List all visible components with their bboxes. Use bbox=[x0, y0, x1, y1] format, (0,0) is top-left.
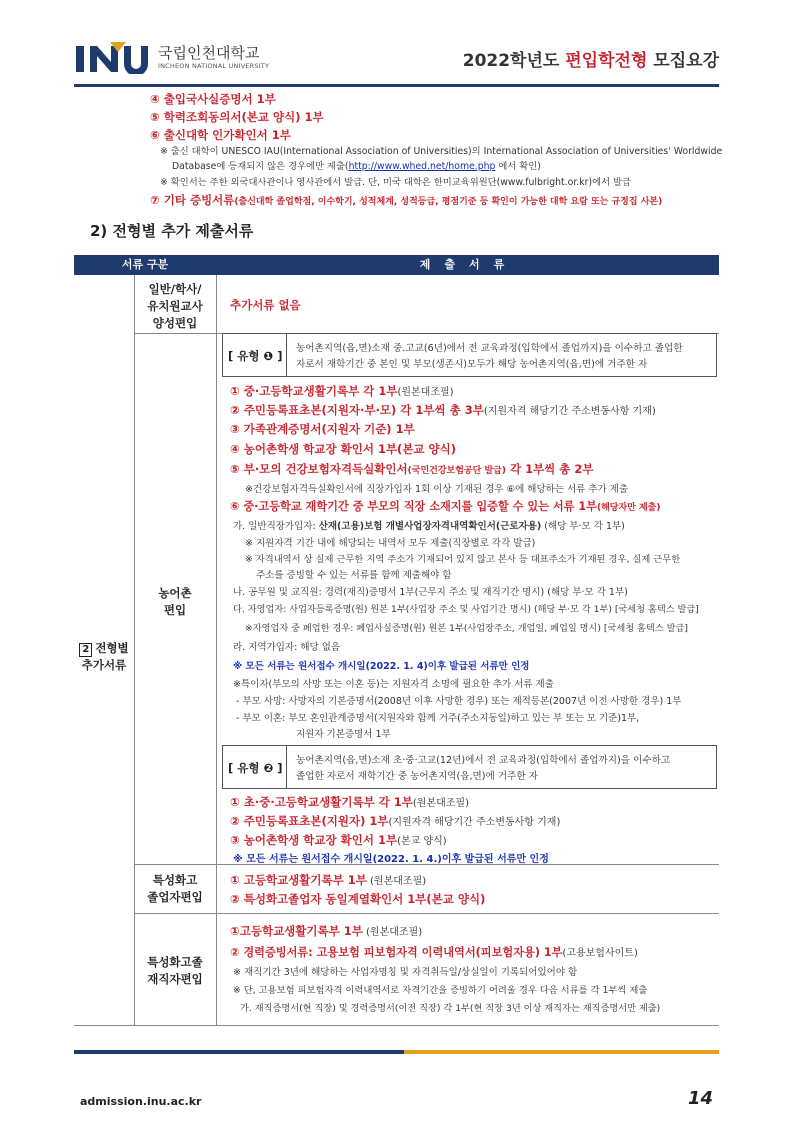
cat-general bbox=[134, 281, 216, 332]
t1-doc-2-sub: (지원자격 해당기간 주소변동사항 기재) bbox=[483, 406, 656, 417]
work-doc-2 bbox=[230, 944, 638, 960]
t1-doc-1-main: ① 중·고등학교생활기록부 각 1부 bbox=[230, 384, 398, 398]
t2-issue-date-note: ※ 모든 서류는 원서접수 개시일(2022. 1. 4.)이후 발급된 서류만 인정 bbox=[233, 854, 549, 865]
cat-rural bbox=[134, 585, 216, 619]
page-number: 14 bbox=[687, 1088, 713, 1109]
t2-doc-1-sub: (원본대조필) bbox=[412, 798, 470, 809]
t1-doc-5-main: ⑤ 부·모의 건강보험자격득실확인서 bbox=[230, 462, 408, 476]
type2-desc-2: 졸업한 자로서 재학기간 중 농어촌지역(읍,면)에 거주한 자 bbox=[296, 771, 538, 782]
row-divider-special bbox=[134, 913, 719, 914]
note-unesco-2-pre: Database에 등재되지 않은 경우에만 제출( bbox=[172, 161, 349, 172]
cat-working-line1: 특성화고졸 bbox=[147, 955, 203, 969]
t1-da: 다. 자영업자: 사업자등록증명(원) 원본 1부(사업장 주소 및 사업기간 명시) (해당 부·모 각 1부) [국세청 홈텍스 발급] bbox=[233, 604, 699, 615]
work-doc-1-main: ①고등학교생활기록부 1부 bbox=[230, 924, 363, 938]
doc-item-5: ⑤ 학력조회동의서(본교 양식) 1부 bbox=[150, 110, 324, 124]
university-logo bbox=[74, 40, 154, 74]
cat-specialized bbox=[134, 872, 216, 906]
header-category: 서류 구분 bbox=[121, 258, 169, 271]
t2-doc-2 bbox=[230, 813, 560, 829]
t1-doc-2-main: ② 주민등록표초본(지원자·부·모) 각 1부씩 총 3부 bbox=[230, 403, 484, 417]
work-doc-2-main: ② 경력증빙서류: 고용보험 피보험자격 이력내역서(피보험자용) 1부 bbox=[230, 946, 563, 959]
work-note-2: ※ 단, 고용보험 피보험자격 이력내역서로 자격기간을 증빙하기 어려울 경우 다음 서류를 각 1부씩 제출 bbox=[233, 985, 648, 996]
type1-box-divider bbox=[286, 333, 287, 377]
cat-rural-line2: 편입 bbox=[163, 603, 187, 617]
type1-desc-1: 농어촌지역(읍,면)소재 중.고교(6년)에서 전 교육과정(입학에서 졸업까지)을 이수하고 졸업한 bbox=[296, 343, 683, 354]
section-title: 2) 전형별 추가 제출서류 bbox=[90, 222, 254, 240]
header-documents: 제출서류 bbox=[419, 258, 519, 271]
cat-general-line2: 유치원교사 bbox=[147, 299, 203, 313]
type2-box-divider bbox=[286, 745, 287, 789]
doc-item-7-main: ⑦ 기타 증빙서류 bbox=[150, 193, 235, 207]
t2-doc-3-main: ③ 농어촌학생 학교장 확인서 1부 bbox=[230, 833, 398, 847]
header-divider bbox=[74, 84, 719, 87]
document-title bbox=[463, 46, 719, 71]
t1-doc-6-sub: (해당자만 제출) bbox=[596, 503, 661, 513]
t1-ga bbox=[233, 518, 625, 532]
doc-item-7-sub: (출신대학 졸업학점, 이수학기, 성적체계, 성적등급, 평점기준 등 확인이 가능한 대학 요람 또는 규정집 사본) bbox=[234, 197, 663, 207]
work-note-3: 가. 재직증명서(현 직장) 및 경력증명서(이전 직장) 각 1부(현 직장 3년 이상 재직자는 재직증명서만 제출) bbox=[240, 1003, 661, 1014]
t2-doc-2-sub: (지원자격 해당기간 주소변동사항 기재) bbox=[388, 817, 561, 828]
t2-doc-1 bbox=[230, 794, 469, 810]
title-year: 2022학년도 bbox=[462, 51, 560, 71]
type1-label: [ 유형 ❶ ] bbox=[228, 349, 283, 363]
title-suffix: 모집요강 bbox=[653, 51, 719, 71]
logo-korean-name: 국립인천대학교 bbox=[158, 44, 260, 62]
group-label bbox=[74, 640, 134, 674]
t1-doc-5-note: ※건강보험자격득실확인서에 직장가입자 1회 이상 기재된 경우 ⑥에 해당하는 서류 추가 제출 bbox=[245, 484, 629, 495]
t1-da-note: ※자영업자 중 폐업한 경우: 폐업사실증명(원) 원본 1부(사업장주소, 개업일, 폐업일 명시) [국세청 홈텍스 발급] bbox=[245, 623, 688, 634]
note-embassy: ※ 확인서는 주한 외국대사관이나 영사관에서 발급. 단, 미국 대학은 한미교육위원단(www.fulbright.or.kr)에서 발급 bbox=[160, 177, 631, 188]
work-doc-1 bbox=[230, 923, 422, 939]
spec-doc-1-main: ① 고등학교생활기록부 1부 bbox=[230, 873, 367, 887]
cat-specialized-line1: 특성화고 bbox=[152, 873, 198, 887]
general-no-docs: 추가서류 없음 bbox=[230, 298, 301, 312]
cat-working bbox=[134, 954, 216, 988]
whed-link[interactable]: http://www.whed.net/home.php bbox=[348, 161, 496, 172]
spec-doc-2: ② 특성화고졸업자 동일계열확인서 1부(본교 양식) bbox=[230, 892, 486, 906]
t1-ga-bold: 산재(고용)보험 개별사업장자격내역확인서(근로자용) bbox=[318, 521, 542, 532]
t2-doc-1-main: ① 초·중·고등학교생활기록부 각 1부 bbox=[230, 795, 413, 809]
t1-doc-5 bbox=[230, 461, 594, 477]
t2-doc-3 bbox=[230, 832, 447, 848]
t1-special-divorce-2: 지원자 기본증명서 1부 bbox=[296, 729, 391, 740]
type2-label: [ 유형 ❷ ] bbox=[228, 761, 283, 775]
doc-item-4: ④ 출입국사실증명서 1부 bbox=[150, 92, 276, 106]
footer-url[interactable]: admission.inu.ac.kr bbox=[80, 1095, 202, 1108]
group-label-line2: 추가서류 bbox=[81, 658, 127, 672]
table-header bbox=[74, 255, 719, 275]
cat-specialized-line2: 졸업자편입 bbox=[147, 890, 203, 904]
t1-ga-note2a: ※ 자격내역서 상 실제 근무한 지역 주소가 기재되어 있지 않고 본사 등 대표주소가 기재된 경우, 실제 근무한 bbox=[245, 554, 681, 565]
t1-issue-date-note: ※ 모든 서류는 원서접수 개시일(2022. 1. 4)이후 발급된 서류만 인정 bbox=[233, 661, 530, 672]
type1-desc-2: 자로서 재학기간 중 본인 및 부모(생존시)모두가 해당 농어촌지역(읍,면)에 거주한 자 bbox=[296, 359, 648, 370]
t1-na: 나. 공무원 및 교직원: 경력(재직)증명서 1부(근무지 주소 및 재직기간 명시) (해당 부·모 각 1부) bbox=[233, 587, 628, 598]
t1-ga-pre: 가. 일반직장가입자: bbox=[233, 521, 319, 532]
t1-special-note: ※특이자(부모의 사망 또는 이혼 등)는 지원자격 소명에 필요한 추가 서류 제출 bbox=[233, 679, 554, 690]
note-unesco-1: ※ 출신 대학이 UNESCO IAU(International Association of Universities)의 International Association of Universities' Worldwide bbox=[160, 146, 723, 157]
work-doc-2-sub: (고용보험사이트) bbox=[562, 948, 638, 959]
cat-general-line3: 양성편입 bbox=[152, 316, 198, 330]
note-unesco-2-post: 에서 확인) bbox=[495, 161, 541, 172]
group-label-line1 bbox=[74, 640, 134, 657]
logo-english-name: INCHEON NATIONAL UNIVERSITY bbox=[158, 62, 270, 70]
t1-doc-2 bbox=[230, 402, 656, 418]
t1-special-death: - 부모 사망: 사망자의 기본증명서(2008년 이후 사망한 경우) 또는 제적등본(2007년 이전 사망한 경우) 1부 bbox=[236, 696, 682, 707]
t1-doc-1-sub: (원본대조필) bbox=[397, 387, 454, 398]
footer-bar-blue bbox=[74, 1050, 404, 1054]
t1-ga-post: (해당 부·모 각 1부) bbox=[541, 521, 625, 532]
note-unesco-2 bbox=[172, 159, 541, 174]
spec-doc-1-sub: (원본대조필) bbox=[366, 876, 427, 887]
cat-rural-line1: 농어촌 bbox=[158, 586, 192, 600]
group-number-box: 2 bbox=[79, 643, 92, 657]
spec-doc-1 bbox=[230, 872, 426, 888]
cat-general-line1: 일반/학사/ bbox=[148, 282, 202, 296]
footer-bar-gold bbox=[404, 1050, 719, 1054]
t1-doc-3: ③ 가족관계증명서(지원자 기준) 1부 bbox=[230, 422, 415, 436]
t1-ra: 라. 지역가입자: 해당 없음 bbox=[233, 642, 341, 653]
t1-doc-4: ④ 농어촌학생 학교장 확인서 1부(본교 양식) bbox=[230, 442, 457, 456]
doc-item-6: ⑥ 출신대학 인가확인서 1부 bbox=[150, 128, 291, 142]
t1-ga-note1: ※ 지원자격 기간 내에 해당되는 내역서 모두 제출(직장별로 각각 발급) bbox=[245, 538, 536, 549]
doc-item-7 bbox=[150, 192, 662, 208]
t1-doc-5-issuer: (국민건강보험공단 발급) bbox=[407, 466, 506, 476]
t1-ga-note2b: 주소를 증빙할 수 있는 서류를 함께 제출해야 함 bbox=[256, 570, 452, 581]
work-doc-1-sub: (원본대조필) bbox=[362, 927, 423, 938]
t1-doc-6 bbox=[230, 498, 660, 514]
title-highlight: 편입학전형 bbox=[565, 51, 648, 71]
work-note-1: ※ 재직기간 3년에 해당하는 사업자명칭 및 자격취득일/상실일이 기록되어있어야 함 bbox=[233, 967, 578, 978]
t1-doc-6-main: ⑥ 중·고등학교 재학기간 중 부모의 직장 소재지를 입증할 수 있는 서류 1부 bbox=[230, 500, 597, 513]
t1-doc-5-count: 각 1부씩 총 2부 bbox=[505, 462, 594, 476]
group-label-text: 전형별 bbox=[95, 641, 129, 655]
t2-doc-3-sub: (본교 양식) bbox=[397, 836, 447, 847]
type2-desc-1: 농어촌지역(읍,면)소재 초·중·고교(12년)에서 전 교육과정(입학에서 졸업까지)을 이수하고 bbox=[296, 755, 671, 766]
cat-working-line2: 재직자편입 bbox=[147, 972, 203, 986]
t1-special-divorce-1: - 부모 이혼: 부모 혼인관계증명서(지원자와 함께 거주(주소지동일)하고 있는 부 또는 모 기준)1부, bbox=[236, 713, 640, 724]
table-bottom-border bbox=[74, 1025, 719, 1026]
t1-doc-1 bbox=[230, 383, 454, 399]
t2-doc-2-main: ② 주민등록표초본(지원자) 1부 bbox=[230, 814, 389, 828]
